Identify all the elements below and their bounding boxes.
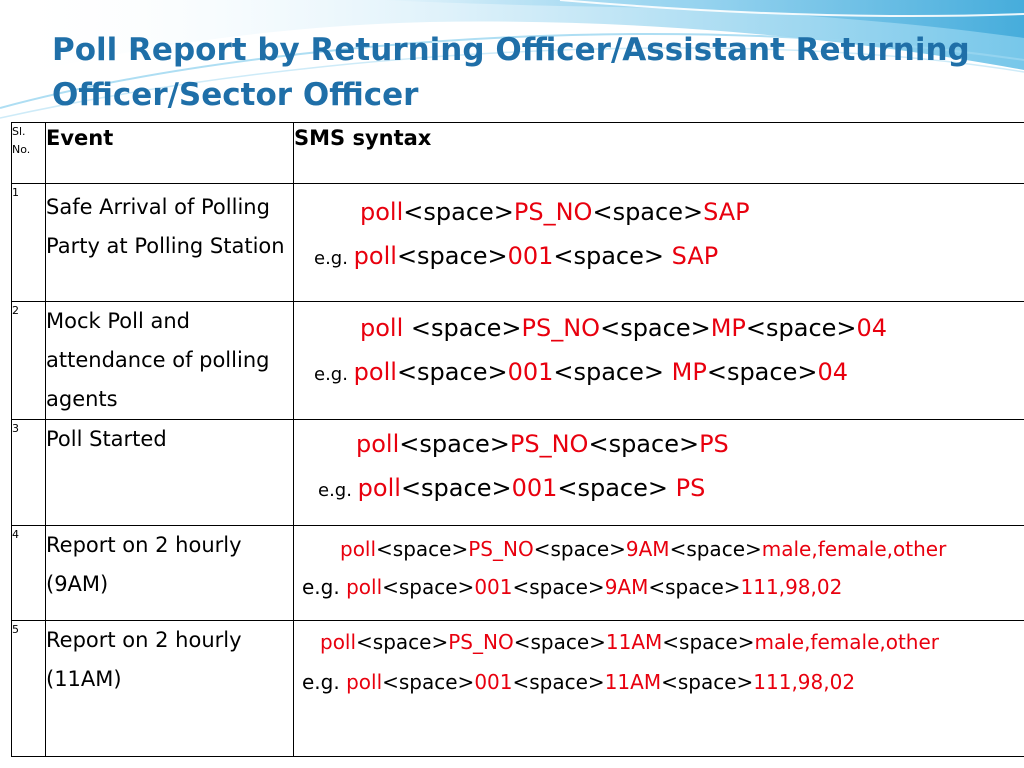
sms-syntax-cell: [294, 420, 1024, 526]
example-prefix: e.g.: [314, 248, 354, 269]
sl-no-cell: 5: [12, 621, 46, 757]
highlight-token: male,female,other: [754, 630, 940, 654]
event-header: Event: [46, 123, 294, 184]
highlight-token: PS: [675, 474, 706, 502]
highlight-token: 111,98,02: [740, 575, 843, 599]
highlight-token: poll: [353, 242, 397, 270]
sms-syntax-cell: [294, 184, 1024, 302]
highlight-token: poll: [356, 430, 400, 458]
highlight-token: PS_NO: [448, 630, 514, 654]
plain-token: <space>: [396, 358, 508, 386]
highlight-token: PS_NO: [468, 537, 534, 561]
event-cell: Poll Started: [46, 420, 294, 526]
sl-no-cell: 2: [12, 302, 46, 420]
example-line: [294, 568, 1024, 606]
example-prefix: e.g.: [318, 480, 358, 501]
plain-token: <space>: [588, 430, 700, 458]
highlight-token: poll: [320, 630, 357, 654]
example-line: [294, 661, 1024, 701]
plain-token: <space>: [706, 358, 818, 386]
event-cell: Safe Arrival of Polling Party at Polling Station: [46, 184, 294, 302]
syntax-line: [294, 621, 1024, 661]
plain-token: <space>: [513, 630, 606, 654]
plain-token: <space>: [648, 575, 741, 599]
plain-token: <space>: [403, 198, 514, 226]
plain-token: <space>: [592, 198, 704, 226]
plain-token: <space>: [662, 630, 755, 654]
highlight-token: 9AM: [604, 575, 649, 599]
highlight-token: 001: [507, 358, 554, 386]
highlight-token: poll: [360, 198, 404, 226]
plain-token: <space>: [399, 430, 510, 458]
highlight-token: 111,98,02: [753, 670, 856, 694]
plain-token: <space>: [669, 537, 762, 561]
highlight-token: SAP: [671, 242, 719, 270]
highlight-token: poll: [346, 575, 383, 599]
table-row: [12, 526, 1024, 621]
example-prefix: e.g.: [302, 575, 347, 599]
plain-token: <space>: [396, 242, 508, 270]
highlight-token: MP: [710, 314, 746, 342]
sl-no-cell: 3: [12, 420, 46, 526]
highlight-token: 9AM: [625, 537, 670, 561]
sms-syntax-table: [11, 122, 1024, 757]
example-segments: [346, 670, 855, 694]
highlight-token: PS: [699, 430, 729, 458]
syntax-line: [294, 526, 1024, 568]
plain-token: <space>: [661, 670, 754, 694]
plain-token: <space>: [382, 670, 475, 694]
plain-token: <space>: [512, 670, 605, 694]
highlight-token: 001: [511, 474, 558, 502]
highlight-token: poll: [360, 314, 411, 342]
highlight-token: 04: [817, 358, 848, 386]
highlight-token: poll: [346, 670, 383, 694]
table-header-row: [12, 123, 1024, 184]
example-line: [294, 350, 1024, 397]
plain-token: <space>: [745, 314, 857, 342]
highlight-token: poll: [353, 358, 397, 386]
highlight-token: 001: [507, 242, 554, 270]
example-segments: [354, 242, 719, 270]
sms-syntax-cell: [294, 621, 1024, 757]
example-segments: [354, 358, 848, 386]
table-row: [12, 621, 1024, 757]
highlight-token: 04: [856, 314, 888, 342]
highlight-token: MP: [671, 358, 707, 386]
table-row: [12, 420, 1024, 526]
plain-token: <space>: [533, 537, 626, 561]
example-line: [294, 466, 1024, 513]
highlight-token: 001: [474, 575, 513, 599]
example-segments: [346, 575, 842, 599]
highlight-token: poll: [340, 537, 377, 561]
highlight-token: 11AM: [605, 630, 663, 654]
plain-token: <space>: [382, 575, 475, 599]
sms-syntax-cell: [294, 302, 1024, 420]
plain-token: <space>: [376, 537, 469, 561]
sl-no-cell: 1: [12, 184, 46, 302]
plain-token: <space>: [553, 358, 672, 386]
event-cell: Mock Poll and attendance of polling agents: [46, 302, 294, 420]
sl-no-header: Sl. No.: [12, 123, 46, 184]
table-row: [12, 184, 1024, 302]
plain-token: <space>: [557, 474, 676, 502]
example-segments: [358, 474, 706, 502]
highlight-token: PS_NO: [513, 198, 593, 226]
highlight-token: SAP: [703, 198, 750, 226]
plain-token: <space>: [400, 474, 512, 502]
example-line: [294, 234, 1024, 281]
sms-syntax-header: SMS syntax: [294, 123, 1024, 184]
syntax-line: [294, 420, 1024, 466]
example-prefix: e.g.: [302, 670, 347, 694]
sl-no-cell: 4: [12, 526, 46, 621]
event-cell: Report on 2 hourly (11AM): [46, 621, 294, 757]
page-title: Poll Report by Returning Officer/Assistant Returning Officer/Sector Officer: [52, 32, 970, 113]
plain-token: <space>: [553, 242, 672, 270]
highlight-token: male,female,other: [761, 537, 947, 561]
syntax-line: [294, 302, 1024, 350]
plain-token: <space>: [356, 630, 449, 654]
plain-token: <space>: [512, 575, 605, 599]
highlight-token: poll: [357, 474, 401, 502]
highlight-token: PS_NO: [509, 430, 589, 458]
example-prefix: e.g.: [314, 364, 354, 385]
event-cell: Report on 2 hourly (9AM): [46, 526, 294, 621]
sms-syntax-cell: [294, 526, 1024, 621]
highlight-token: 11AM: [604, 670, 662, 694]
highlight-token: 001: [474, 670, 513, 694]
highlight-token: PS_NO: [521, 314, 601, 342]
syntax-line: [294, 184, 1024, 234]
table-row: [12, 302, 1024, 420]
plain-token: <space>: [600, 314, 711, 342]
plain-token: <space>: [410, 314, 522, 342]
